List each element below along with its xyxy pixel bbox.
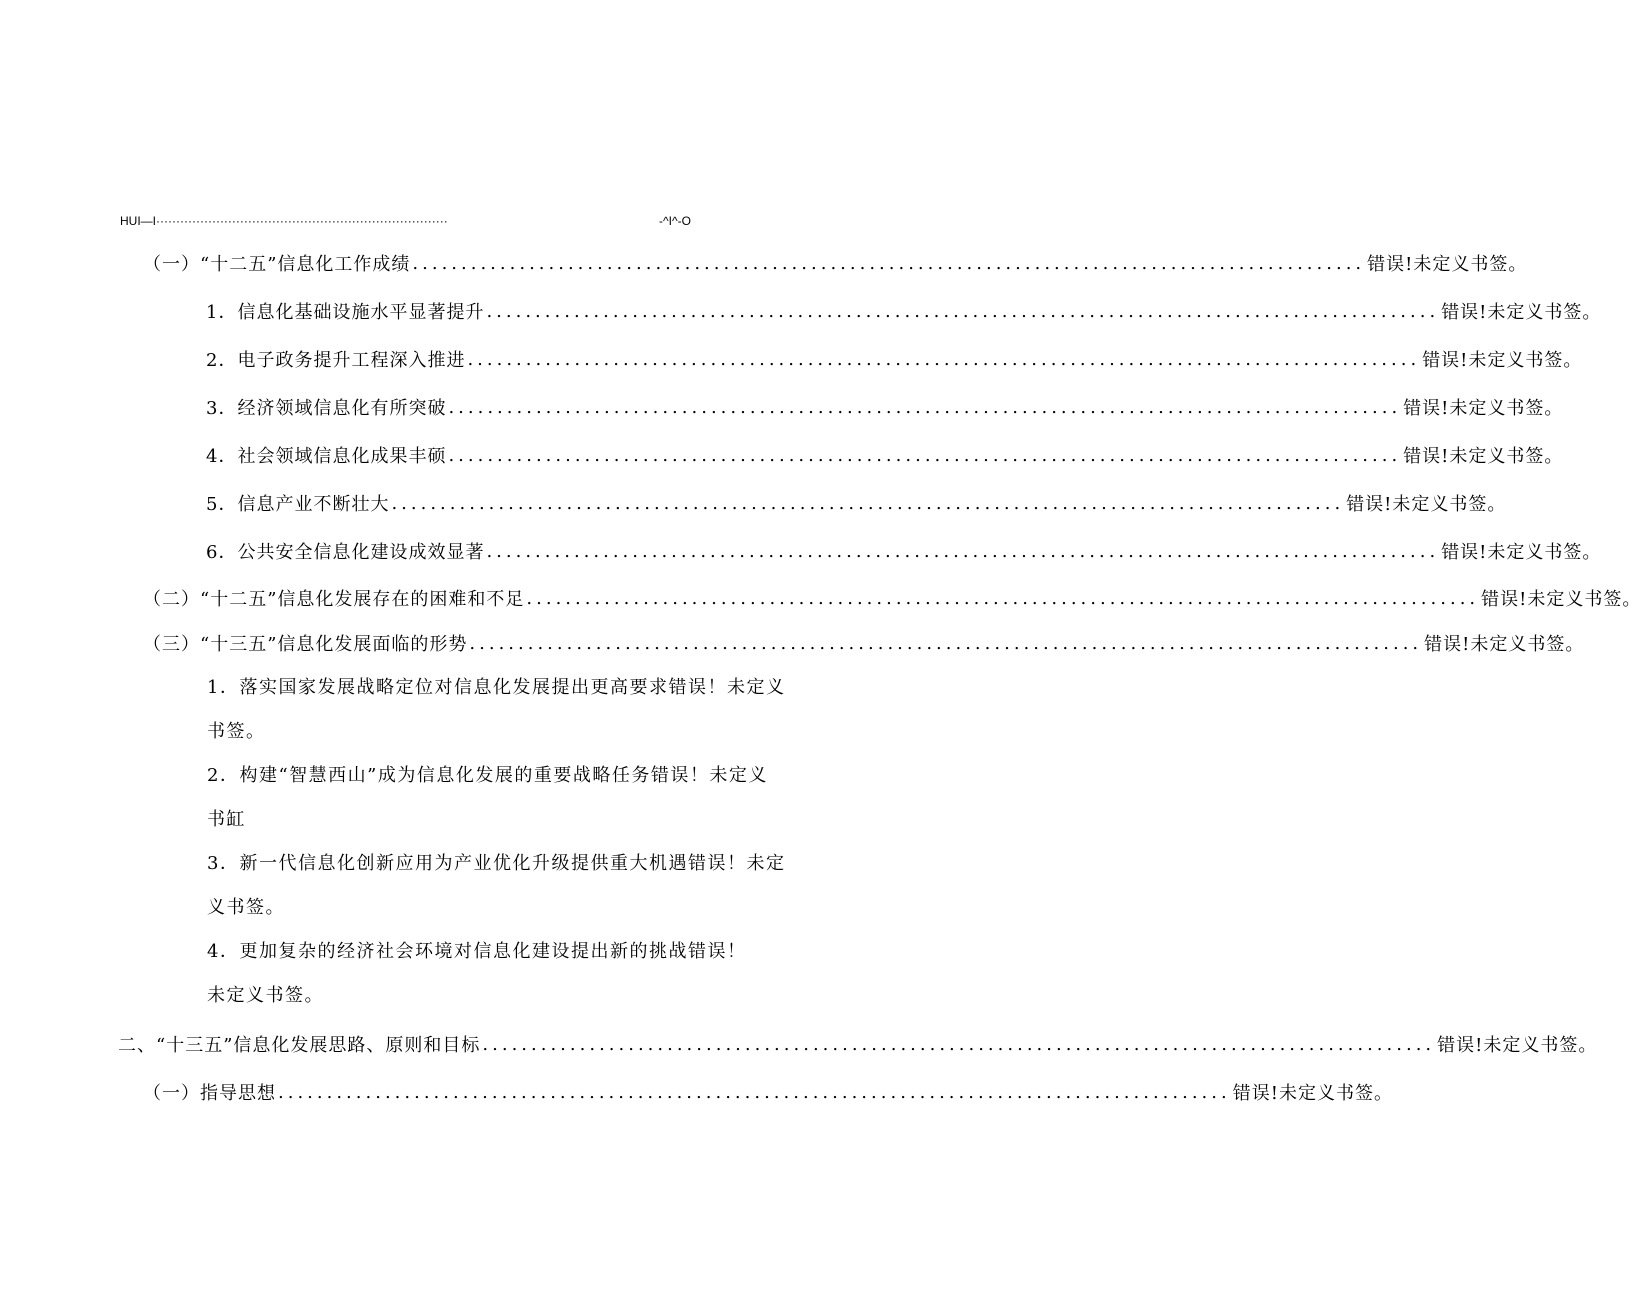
toc-entry[interactable] [0, 440, 1564, 470]
toc-entry[interactable] [0, 392, 1564, 422]
toc-wrapped-line2[interactable]: 书缸 [207, 809, 246, 830]
toc-entry-ref: 错误!未定义书签。 [1424, 634, 1585, 655]
toc-entry[interactable] [0, 1077, 1393, 1107]
toc-leader: .................................................................................................. [448, 444, 1402, 466]
toc-wrapped-line1[interactable]: 1．落实国家发展战略定位对信息化发展提出更高要求错误！未定义 [207, 677, 786, 698]
toc-entry-ref: 错误!未定义书签。 [1441, 542, 1602, 563]
toc-entry[interactable] [0, 536, 1602, 566]
toc-leader: .................................................................................................. [467, 348, 1421, 370]
toc-entry-title: （一）指导思想 [143, 1083, 276, 1104]
toc-wrapped-line2[interactable]: 义书签。 [207, 897, 285, 918]
toc-entry-title: 2．电子政务提升工程深入推进 [206, 350, 466, 371]
toc-leader: .................................................................................................. [391, 492, 1345, 514]
toc-entry-title: 4．社会领域信息化成果丰硕 [206, 446, 447, 467]
toc-entry-ref: 错误!未定义书签。 [1422, 350, 1583, 371]
toc-entry-ref: 错误!未定义书签。 [1232, 1083, 1393, 1104]
toc-leader: .................................................................................................. [469, 632, 1423, 654]
toc-entry[interactable] [0, 248, 1528, 278]
toc-entry[interactable] [0, 488, 1507, 518]
toc-header-left: HUI—I········································································· [120, 214, 448, 228]
toc-leader: .................................................................................................. [448, 396, 1402, 418]
toc-entry-title: 1．信息化基础设施水平显著提升 [206, 302, 485, 323]
toc-wrapped-line2[interactable]: 书签。 [207, 721, 266, 742]
toc-entry-ref: 错误!未定义书签。 [1437, 1035, 1598, 1056]
toc-leader: .................................................................................................. [486, 300, 1440, 322]
toc-entry-ref: 错误!未定义书签。 [1346, 494, 1507, 515]
toc-entry-title: 二、“十三五”信息化发展思路、原则和目标 [118, 1035, 481, 1056]
toc-leader: .................................................................................................. [526, 587, 1480, 609]
toc-entry-ref: 错误!未定义书签。 [1481, 589, 1642, 610]
toc-entry-ref: 错误!未定义书签。 [1441, 302, 1602, 323]
toc-entry-title: （二）“十二五”信息化发展存在的困难和不足 [143, 589, 525, 610]
toc-entry-title: 3．经济领域信息化有所突破 [206, 398, 447, 419]
toc-leader: .................................................................................................. [278, 1081, 1231, 1103]
toc-entry-ref: 错误!未定义书签。 [1403, 446, 1564, 467]
toc-entry-title: （一）“十二五”信息化工作成绩 [143, 254, 411, 275]
toc-wrapped-line2[interactable]: 未定义书签。 [207, 985, 324, 1006]
toc-wrapped-line1[interactable]: 3．新一代信息化创新应用为产业优化升级提供重大机遇错误！未定 [207, 853, 786, 874]
toc-entry[interactable] [0, 296, 1602, 326]
toc-entry-title: 6．公共安全信息化建设成效显著 [206, 542, 485, 563]
toc-header-right: -^I^-O [659, 214, 691, 228]
toc-leader: .................................................................................................. [486, 540, 1440, 562]
toc-entry-title: 5．信息产业不断壮大 [206, 494, 390, 515]
toc-entry-title: （三）“十三五”信息化发展面临的形势 [143, 634, 468, 655]
toc-entry[interactable] [0, 1029, 1598, 1059]
toc-leader: .................................................................................................. [482, 1033, 1436, 1055]
toc-entry[interactable] [0, 628, 1585, 658]
toc-entry-ref: 错误!未定义书签。 [1403, 398, 1564, 419]
toc-wrapped-line1[interactable]: 4．更加复杂的经济社会环境对信息化建设提出新的挑战错误！ [207, 941, 747, 962]
toc-entry-ref: 错误!未定义书签。 [1367, 254, 1528, 275]
toc-leader: .................................................................................................. [412, 252, 1366, 274]
toc-entry[interactable] [0, 344, 1583, 374]
toc-wrapped-line1[interactable]: 2．构建“智慧西山”成为信息化发展的重要战略任务错误！未定义 [207, 765, 768, 786]
toc-entry[interactable] [0, 583, 1642, 613]
